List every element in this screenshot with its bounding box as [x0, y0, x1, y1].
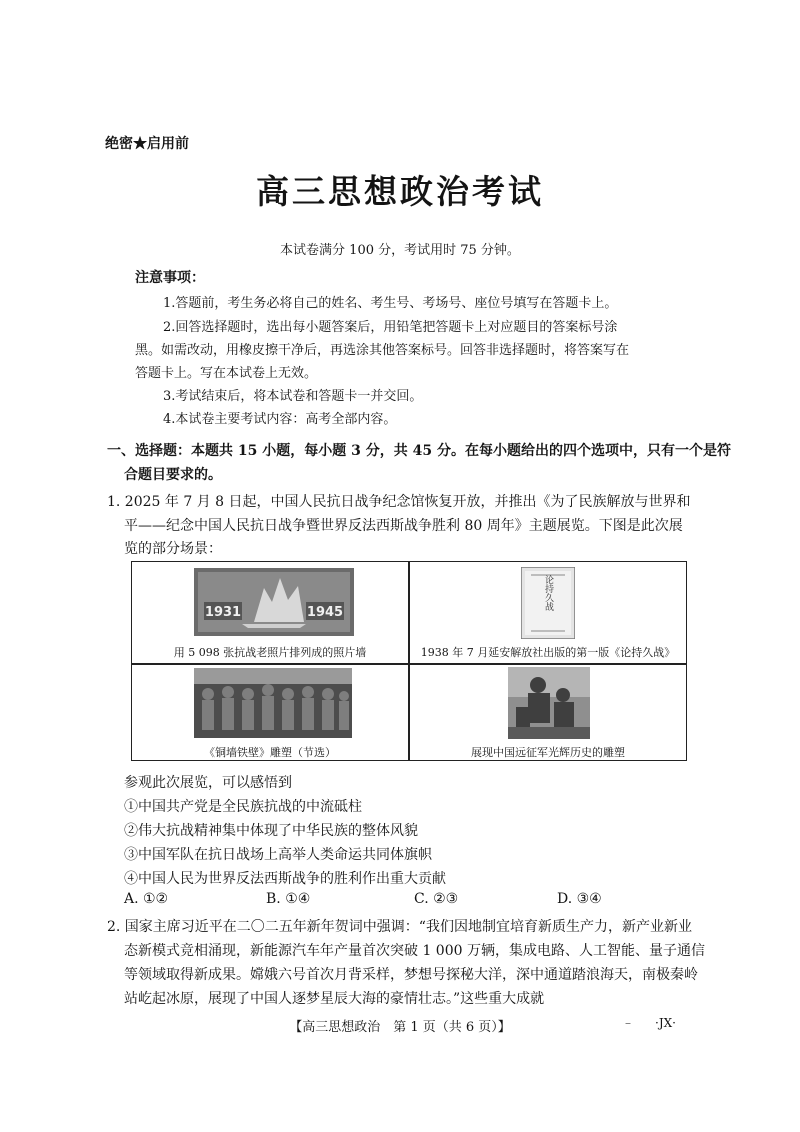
section-heading: 一、选择题：本题共 15 小题，每小题 3 分，共 45 分。在每小题给出的四个选项中，只有一个是符 — [107, 443, 731, 459]
notice-heading: 注意事项： — [135, 270, 205, 286]
statement-1: ①中国共产党是全民族抗战的中流砥柱 — [124, 799, 362, 815]
notice-line: 答题卡上。写在本试卷上无效。 — [135, 366, 318, 381]
exam-title: 高三思想政治考试 — [256, 172, 544, 211]
exam-meta: 本试卷满分 100 分，考试用时 75 分钟。 — [280, 243, 520, 258]
notice-line: 2.回答选择题时，选出每小题答案后，用铅笔把答题卡上对应题目的答案标号涂 — [163, 320, 618, 335]
question-2-stem: 站屹起冰原，展现了中国人逐梦星辰大海的豪情壮志。”这些重大成就 — [124, 991, 545, 1007]
page-footer: 【高三思想政治 第 1 页（共 6 页）】 — [289, 1020, 511, 1035]
option-d: D. ③④ — [557, 891, 602, 907]
question-2-stem: 等领域取得新成果。嫦娥六号首次月背采样，梦想号探秘大洋，深中通道踏浪海天，南极秦岭 — [124, 967, 698, 983]
caption-photo-wall: 用 5 098 张抗战老照片排列成的照片墙 — [173, 646, 367, 659]
statement-3: ③中国军队在抗日战场上高举人类命运共同体旗帜 — [124, 847, 432, 863]
statement-4: ④中国人民为世界反法西斯战争的胜利作出重大贡献 — [124, 871, 446, 887]
book-cover-text: 论持久战 — [543, 575, 553, 611]
year-1931-label: 1931 — [204, 605, 242, 620]
caption-sculpture: 《铜墙铁壁》雕塑（节选） — [204, 746, 336, 759]
exhibit-cell — [410, 664, 686, 764]
footer-code: ·JX· — [655, 1016, 676, 1030]
exhibition-image-grid — [131, 561, 687, 761]
photo-wall-image — [194, 568, 354, 636]
question-1-stem: 览的部分场景： — [124, 541, 222, 557]
expedition-sculpture-image — [508, 667, 590, 739]
statement-2: ②伟大抗战精神集中体现了中华民族的整体风貌 — [124, 823, 418, 839]
question-1-stem: 1. 2025 年 7 月 8 日起，中国人民抗日战争纪念馆恢复开放，并推出《为了民族解放与世界和 — [107, 494, 691, 510]
footer-mark: – — [625, 1016, 631, 1030]
question-1-stem: 平——纪念中国人民抗日战争暨世界反法西斯战争胜利 80 周年》主题展览。下图是此次展 — [124, 518, 683, 534]
question-2-stem: 态新模式竞相涌现，新能源汽车年产量首次突破 1 000 万辆，集成电路、人工智能、量子通信 — [124, 943, 705, 959]
sculpture-image — [194, 668, 352, 738]
section-heading-cont: 合题目要求的。 — [124, 467, 222, 483]
year-1945-label: 1945 — [306, 605, 344, 620]
caption-expedition: 展现中国远征军光辉历史的雕塑 — [471, 746, 625, 759]
book-cover-image — [521, 567, 575, 639]
notice-line: 黑。如需改动，用橡皮擦干净后，再选涂其他答案标号。回答非选择题时，将答案写在 — [135, 343, 630, 358]
exhibit-cell — [132, 562, 408, 662]
option-b: B. ①④ — [266, 891, 311, 907]
question-2-stem: 2. 国家主席习近平在二〇二五年新年贺词中强调：“我们因地制宜培育新质生产力，新产业新业 — [107, 919, 692, 935]
notice-line: 1.答题前，考生务必将自己的姓名、考生号、考场号、座位号填写在答题卡上。 — [163, 296, 618, 311]
confidential-mark: 绝密★启用前 — [105, 136, 189, 152]
notice-line: 4.本试卷主要考试内容：高考全部内容。 — [163, 412, 397, 427]
notice-line: 3.考试结束后，将本试卷和答题卡一并交回。 — [163, 389, 423, 404]
exhibit-cell — [410, 562, 686, 662]
caption-book: 1938 年 7 月延安解放社出版的第一版《论持久战》 — [420, 646, 676, 659]
option-a: A. ①② — [124, 891, 169, 907]
question-1-prompt: 参观此次展览，可以感悟到 — [124, 775, 292, 791]
option-c: C. ②③ — [414, 891, 459, 907]
exhibit-cell — [132, 664, 408, 764]
